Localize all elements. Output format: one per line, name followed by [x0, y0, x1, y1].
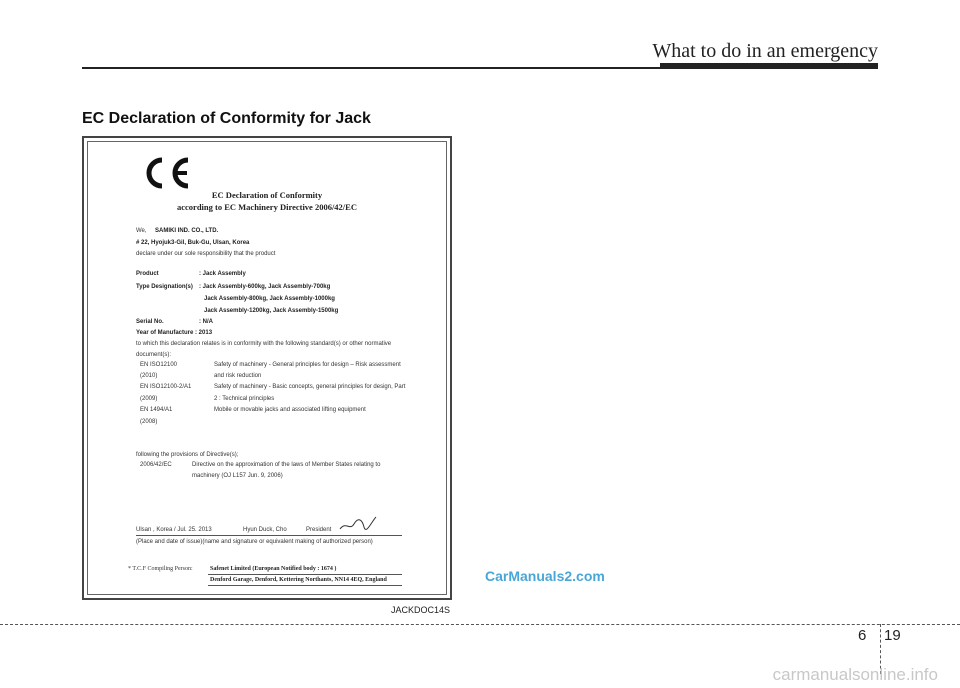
standard-code: EN ISO12100-2/A1 — [140, 384, 192, 390]
standard-desc: and risk reduction — [214, 373, 262, 379]
signature-line — [136, 535, 402, 536]
chapter-number: 6 — [858, 627, 867, 644]
type-value-1: : Jack Assembly-600kg, Jack Assembly-700kg — [199, 284, 331, 290]
company-address: # 22, Hyojuk3-Gil, Buk-Gu, Ulsan, Korea — [136, 240, 250, 246]
type-value-2: Jack Assembly-800kg, Jack Assembly-1000kg — [204, 296, 335, 302]
footer-dashed-rule — [0, 624, 960, 625]
sign-place-date: Ulsan , Korea / Jul. 25. 2013 — [136, 527, 212, 533]
tcf-underline-1 — [208, 574, 402, 575]
directive-desc-2: machinery (OJ L157 Jun. 9, 2006) — [192, 473, 283, 479]
serial-label: Serial No. — [136, 319, 164, 325]
standard-desc: 2 : Technical principles — [214, 396, 275, 402]
year-label: Year of Manufacture : 2013 — [136, 330, 213, 336]
sign-title: President — [306, 527, 332, 533]
product-label: Product — [136, 271, 159, 277]
standard-code: EN 1494/A1 — [140, 407, 173, 413]
type-label: Type Designation(s) — [136, 284, 193, 290]
serial-value: : N/A — [199, 319, 213, 325]
standard-desc: Mobile or movable jacks and associated lifting equipment — [214, 407, 366, 413]
signature-icon — [338, 515, 378, 533]
sign-name: Hyun Duck, Cho — [243, 527, 287, 533]
page-number: 19 — [884, 627, 901, 644]
product-value: : Jack Assembly — [199, 271, 246, 277]
directive-desc-1: Directive on the approximation of the laws of Member States relating to — [192, 462, 381, 468]
standard-desc: Safety of machinery - General principles for design – Risk assessment — [214, 362, 401, 368]
tcf-line-2: Denford Garage, Denford, Kettering Northants, NN14 4EQ, England — [210, 577, 387, 583]
sign-caption: (Place and date of issue)(name and signature or equivalent making of authorized person) — [136, 539, 373, 545]
site-watermark: carmanualsonline.info — [772, 665, 938, 684]
declaration-document — [82, 136, 452, 600]
figure-caption: JACKDOC14S — [391, 605, 451, 615]
type-value-3: Jack Assembly-1200kg, Jack Assembly-1500kg — [204, 308, 339, 314]
watermark: CarManuals2.com — [485, 568, 605, 584]
we-label: We, — [136, 228, 147, 234]
standard-desc: Safety of machinery - Basic concepts, general principles for design, Part — [214, 384, 406, 390]
tcf-label: * T.C.F Compiling Person: — [128, 566, 193, 572]
standard-year: (2010) — [140, 373, 158, 379]
section-title: EC Declaration of Conformity for Jack — [82, 110, 371, 127]
header-bar — [660, 63, 878, 69]
tcf-underline-2 — [208, 585, 402, 586]
declare-text: declare under our sole responsibility that the product — [136, 251, 276, 257]
declaration-heading-1: EC Declaration of Conformity — [211, 190, 323, 200]
header-title: What to do in an emergency — [652, 40, 878, 62]
standard-year: (2008) — [140, 419, 158, 425]
directive-code: 2006/42/EC — [140, 462, 172, 468]
tcf-line-1: Safenet Limited (European Notified body : 1674 ) — [210, 566, 337, 572]
conformity-text-2: document(s): — [136, 352, 172, 358]
declaration-heading-2: according to EC Machinery Directive 2006/42/EC — [177, 202, 357, 212]
company-name: SAMIKI IND. CO., LTD. — [155, 228, 219, 234]
document-inner-border — [87, 141, 447, 595]
conformity-text-1: to which this declaration relates is in conformity with the following standard(s) or other normative — [136, 341, 392, 347]
provisions-text: following the provisions of Directive(s); — [136, 452, 239, 458]
standard-year: (2009) — [140, 396, 158, 402]
standard-code: EN ISO12100 — [140, 362, 178, 368]
ce-mark-icon — [140, 156, 192, 190]
